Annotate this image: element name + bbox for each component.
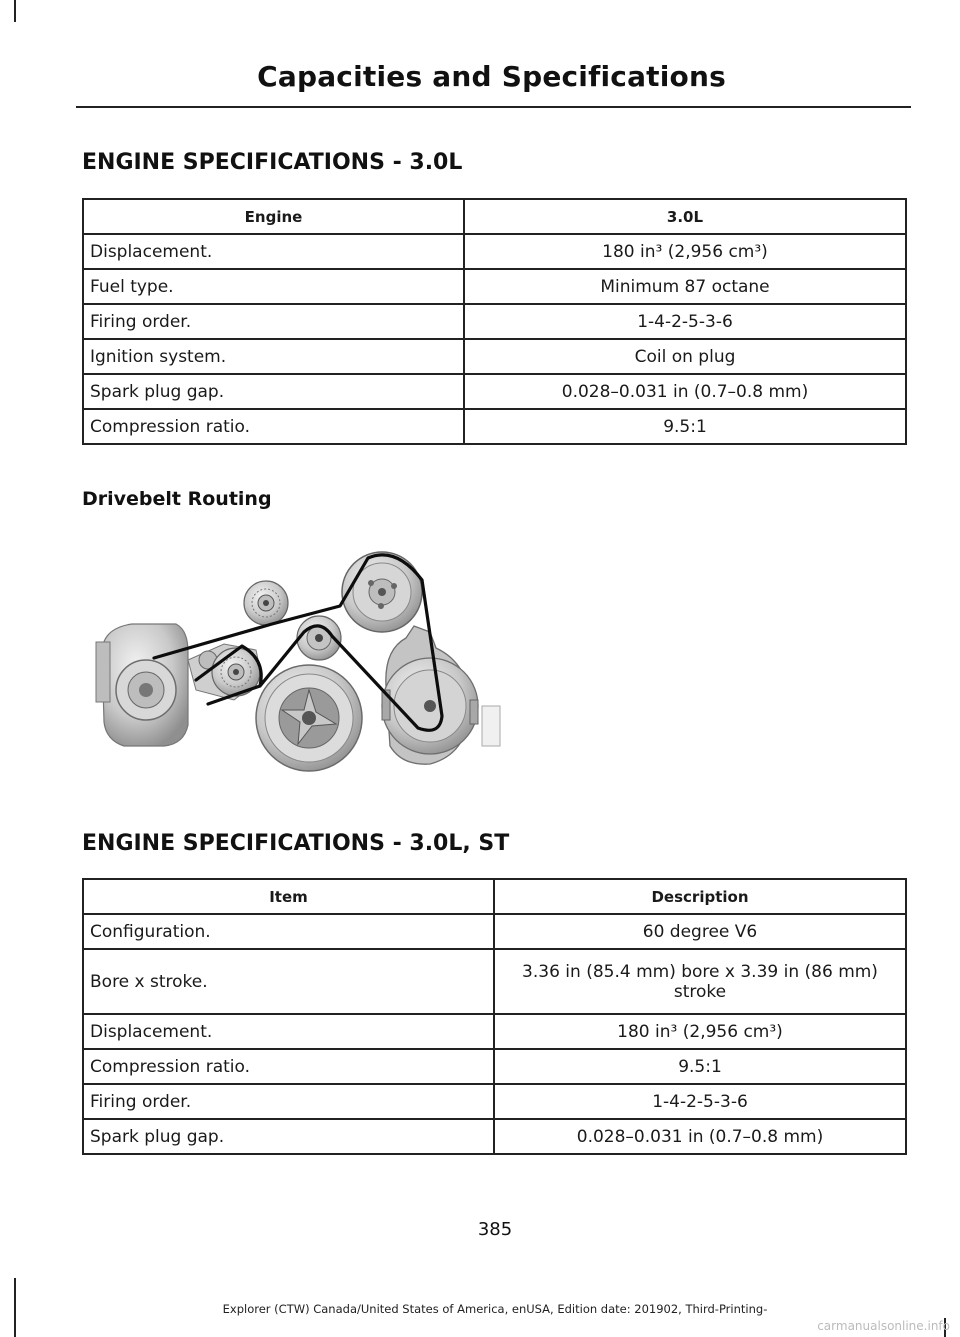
row-value: 1-4-2-5-3-6	[464, 304, 906, 339]
column-header: Engine	[83, 199, 464, 234]
drivebelt-routing-heading: Drivebelt Routing	[82, 488, 272, 510]
drivebelt-routing-diagram	[84, 540, 504, 785]
row-value: 180 in³ (2,956 cm³)	[494, 1014, 906, 1049]
table-row	[83, 304, 906, 339]
table-header-row	[83, 199, 906, 234]
row-value: 9.5:1	[464, 409, 906, 444]
row-value: 180 in³ (2,956 cm³)	[464, 234, 906, 269]
table-row	[83, 914, 906, 949]
table-row	[83, 1014, 906, 1049]
row-value: 9.5:1	[494, 1049, 906, 1084]
header-rule	[76, 106, 911, 108]
row-label: Spark plug gap.	[83, 1119, 494, 1154]
row-label: Ignition system.	[83, 339, 464, 374]
section-title-engine-3-0l-st: ENGINE SPECIFICATIONS - 3.0L, ST	[82, 831, 510, 856]
row-value: Minimum 87 octane	[464, 269, 906, 304]
column-header: 3.0L	[464, 199, 906, 234]
upper-idler-pulley	[244, 581, 288, 625]
table-row	[83, 1084, 906, 1119]
row-label: Displacement.	[83, 1014, 494, 1049]
water-pump-pulley	[342, 552, 422, 632]
row-value: 60 degree V6	[494, 914, 906, 949]
column-header: Description	[494, 879, 906, 914]
row-label: Fuel type.	[83, 269, 464, 304]
row-value: 3.36 in (85.4 mm) bore x 3.39 in (86 mm) stroke	[494, 949, 906, 1014]
crop-mark	[14, 0, 16, 22]
table-header-row	[83, 879, 906, 914]
engine-st-spec-table	[82, 878, 907, 1155]
row-value: 0.028–0.031 in (0.7–0.8 mm)	[494, 1119, 906, 1154]
alternator	[96, 624, 188, 746]
table-row	[83, 949, 906, 1014]
page-number: 385	[477, 1219, 513, 1240]
engine-spec-table	[82, 198, 907, 445]
row-label: Spark plug gap.	[83, 374, 464, 409]
artwork-code-box	[482, 706, 500, 746]
row-label: Displacement.	[83, 234, 464, 269]
table-row	[83, 409, 906, 444]
row-value: Coil on plug	[464, 339, 906, 374]
table-row	[83, 339, 906, 374]
crankshaft-pulley	[256, 665, 362, 771]
table-row	[83, 1049, 906, 1084]
row-label: Compression ratio.	[83, 409, 464, 444]
column-header: Item	[83, 879, 494, 914]
section-title-engine-3-0l: ENGINE SPECIFICATIONS - 3.0L	[82, 150, 463, 175]
row-label: Compression ratio.	[83, 1049, 494, 1084]
ac-compressor	[382, 626, 478, 764]
watermark: carmanualsonline.info	[817, 1319, 950, 1333]
page-header: Capacities and Specifications	[257, 60, 726, 93]
row-label: Firing order.	[83, 1084, 494, 1119]
row-label: Bore x stroke.	[83, 949, 494, 1014]
row-value: 0.028–0.031 in (0.7–0.8 mm)	[464, 374, 906, 409]
row-value: 1-4-2-5-3-6	[494, 1084, 906, 1119]
table-row	[83, 269, 906, 304]
page-footer: Explorer (CTW) Canada/United States of America, enUSA, Edition date: 201902, Third-Printing-	[222, 1302, 768, 1316]
row-label: Firing order.	[83, 304, 464, 339]
table-row	[83, 374, 906, 409]
drivebelt-diagram-svg	[84, 540, 504, 785]
row-label: Configuration.	[83, 914, 494, 949]
table-row	[83, 234, 906, 269]
table-row	[83, 1119, 906, 1154]
